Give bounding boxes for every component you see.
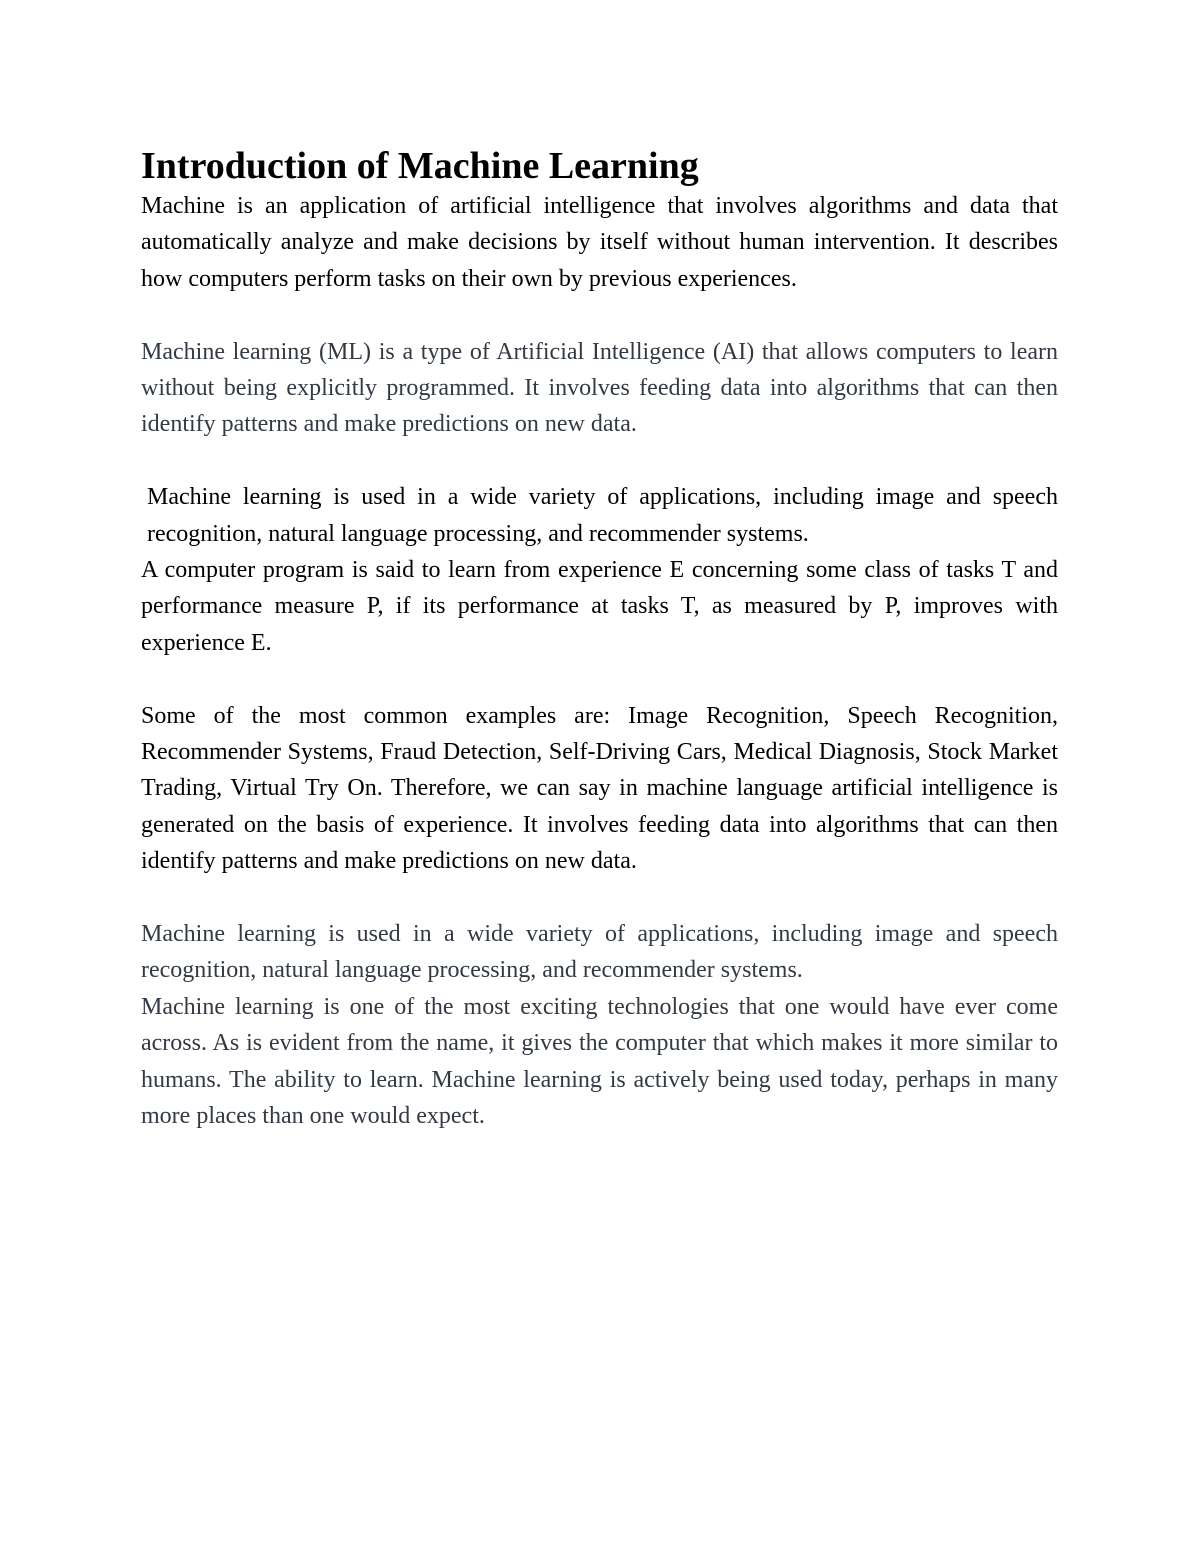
paragraph-intro: Machine is an application of artificial intelligence that involves algorithms and data that automatically analyze and make decisions by itself without human intervention. It describes how computers perform tasks on their own by previous experiences. — [141, 193, 1058, 292]
paragraph-applications-repeat: Machine learning is used in a wide variety of applications, including image and speech recognition, natural language processing, and recommender systems. — [141, 921, 1058, 984]
paragraph-spacer — [141, 443, 1058, 479]
paragraph-program-definition: A computer program is said to learn from experience E concerning some class of tasks T and performance measure P, if its performance at tasks T, as measured by P, improves with experience E. — [141, 557, 1058, 656]
page-title: Introduction of Machine Learning — [141, 145, 699, 187]
document-body — [141, 140, 1058, 1135]
paragraph-spacer — [141, 880, 1058, 916]
paragraph-applications: Machine learning is used in a wide variety of applications, including image and speech recognition, natural language processing, and recommender systems. — [147, 484, 1058, 547]
paragraph-exciting-technology: Machine learning is one of the most exciting technologies that one would have ever come across. As is evident from the name, it gives the computer that which makes it more similar to humans. The ability to learn. Machine learning is actively being used today, perhaps in many more places than one would expect. — [141, 993, 1058, 1130]
paragraph-spacer — [141, 297, 1058, 333]
paragraph-ml-definition: Machine learning (ML) is a type of Artificial Intelligence (AI) that allows computers to learn without being explicitly programmed. It involves feeding data into algorithms that can then identify patterns and make predictions on new data. — [141, 338, 1058, 438]
paragraph-examples: Some of the most common examples are: Image Recognition, Speech Recognition, Recommender Systems, Fraud Detection, Self-Driving Cars, Medical Diagnosis, Stock Market Trading, Virtual Try On. Therefore, we can say in machine language artificial intelligence is generated on the basis of experience. It involves feeding data into algorithms that can then identify patterns and make predictions on new data. — [141, 702, 1058, 875]
paragraph-spacer — [141, 661, 1058, 697]
